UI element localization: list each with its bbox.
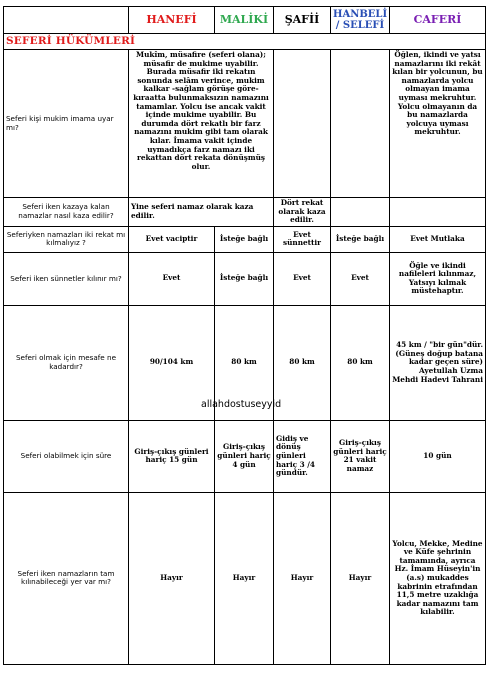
table-row [4,252,486,305]
watermark-text: allahdostuseyyid [201,399,282,410]
answer-hanefi: 90/104 km [129,305,215,420]
answer-hanbeli: Hayır [331,492,390,664]
answer-maliki: İsteğe bağlı [215,252,274,305]
answer-hanefi-maliki: Mukîm, müsafire (seferi olana); müsafir de mukime uyabilir. Burada müsafir iki rekatın sonunda selâm verince, mukim kalkar -sağlam görüşe göre- kıraatta bulunmaksızın namazını tamamlar. Yolcu ise ancak vakit içinde mukime uyabilir. Bu durumda dört rekatlı bir farz namazını mukim gibi tam olarak kılar. İmama vakit içinde uymadıkça farz namazı iki rekattan dört rekata dönüşmüş olur. [129,50,274,198]
section-title: SEFERİ HÜKÜMLERİ [4,34,486,50]
answer-hanefi: Hayır [129,492,215,664]
answer-safii: Evet sünnettir [274,226,331,252]
answer-hanbeli [331,198,390,227]
answer-hanbeli: İsteğe bağlı [331,226,390,252]
answer-caferi: Öğle ve ikindi nafileleri kılınmaz, Yatsıyı kılmak müstehaptır. [390,252,486,305]
answer-hanefi-maliki: Yine seferi namaz olarak kaza edilir. [129,198,274,227]
answer-hanbeli: 80 km [331,305,390,420]
document-page [3,6,485,670]
answer-caferi [390,198,486,227]
answer-safii [274,50,331,198]
answer-maliki: 80 km [215,305,274,420]
header-caferi: CAFERİ [390,7,486,34]
answer-hanbeli: Evet [331,252,390,305]
question-cell: Seferi kişi mukim imama uyar mı? [4,50,129,198]
header-row [4,7,486,34]
answer-maliki: İsteğe bağlı [215,226,274,252]
comparison-table [3,6,486,665]
answer-maliki: Hayır [215,492,274,664]
table-row [4,226,486,252]
answer-safii: 80 km [274,305,331,420]
header-safii: ŞAFİİ [274,7,331,34]
answer-hanefi: Giriş-çıkış günleri hariç 15 gün [129,420,215,492]
answer-caferi: Öğlen, ikindi ve yatsı namazlarını iki rekât kılan bir yolcunun, bu namazlarda yolcu olmayan imama uyması mekruhtur. Yolcu olmayanın da bu namazlarda yolcuya uyması mekruhtur. [390,50,486,198]
table-row [4,50,486,198]
answer-safii: Hayır [274,492,331,664]
answer-caferi: Evet Mutlaka [390,226,486,252]
answer-hanefi: Evet [129,252,215,305]
table-row [4,492,486,664]
table-row [4,198,486,227]
header-maliki: MALİKİ [215,7,274,34]
section-row [4,34,486,50]
answer-caferi: Yolcu, Mekke, Medine ve Küfe şehrinin tamamında, ayrıca Hz. İmam Hüseyin'in (a.s) mukaddes kabrinin etrafından 11,5 metre uzaklığa kadar namazını tam kılabilir. [390,492,486,664]
question-cell: Seferi olabilmek için süre [4,420,129,492]
answer-maliki: Giriş-çıkış günleri hariç 4 gün [215,420,274,492]
answer-caferi: 10 gün [390,420,486,492]
answer-hanefi: Evet vaciptir [129,226,215,252]
answer-hanbeli: Giriş-çıkış günleri hariç 21 vakit namaz [331,420,390,492]
answer-hanbeli [331,50,390,198]
header-hanbeli: HANBELİ / SELEFİ [331,7,390,34]
question-cell: Seferi olmak için mesafe ne kadardır? [4,305,129,420]
header-hanefi: HANEFİ [129,7,215,34]
answer-safii: Gidiş ve dönüş günleri hariç 3 /4 gündür. [274,420,331,492]
question-cell: Seferi iken sünnetler kılınır mı? [4,252,129,305]
question-cell: Seferi iken kazaya kalan namazlar nasıl kaza edilir? [4,198,129,227]
answer-safii: Dört rekat olarak kaza edilir. [274,198,331,227]
question-cell: Seferi iken namazların tam kılınabileceği yer var mı? [4,492,129,664]
header-empty-cell [4,7,129,34]
question-cell: Seferiyken namazları iki rekat mı kılmalıyız ? [4,226,129,252]
answer-safii: Evet [274,252,331,305]
table-row [4,420,486,492]
answer-caferi: 45 km / "bir gün"dür.(Güneş doğup batana kadar geçen süre) Ayetullah Uzma Mehdi Hadevi Tahrani [390,305,486,420]
